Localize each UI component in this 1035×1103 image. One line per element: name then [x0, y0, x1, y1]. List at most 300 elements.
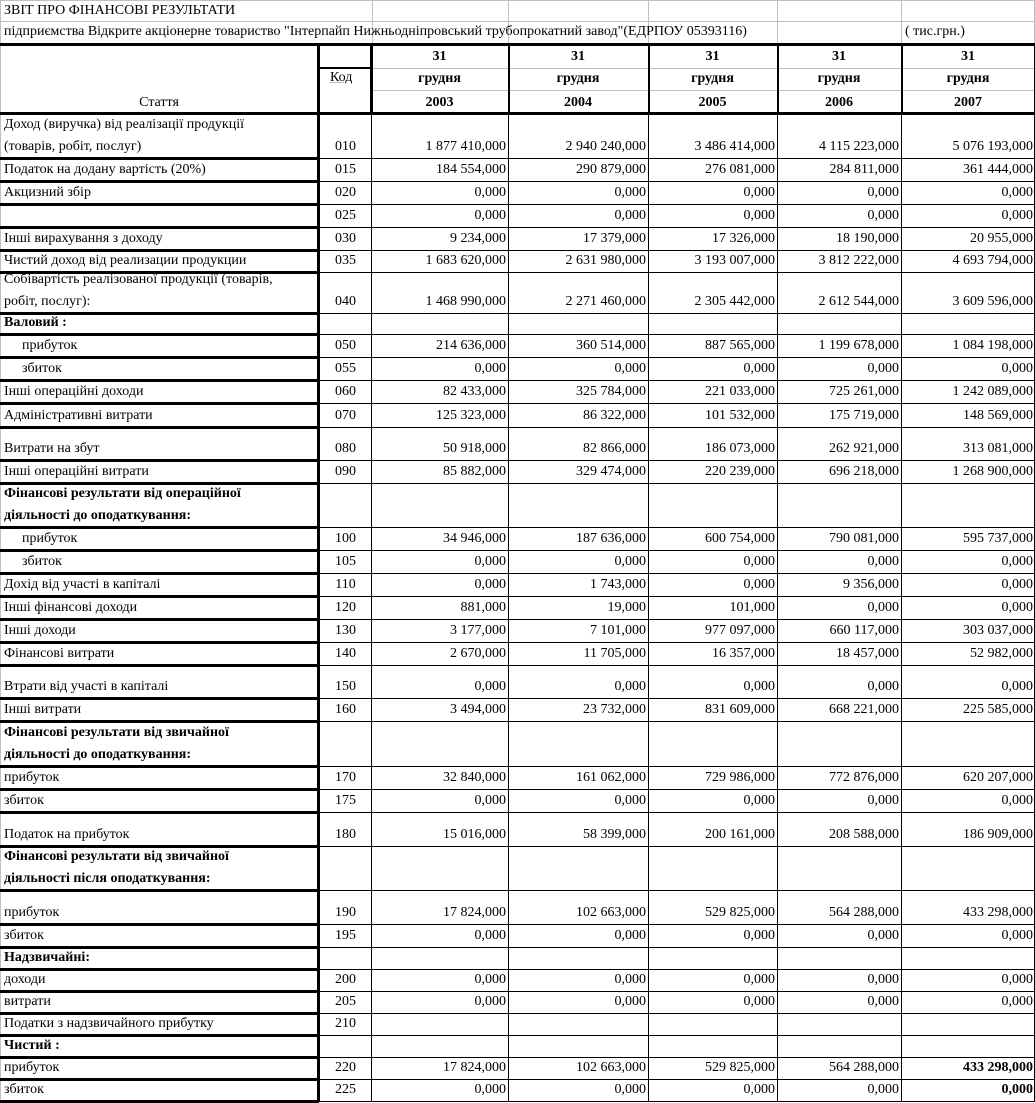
row-value	[648, 868, 777, 890]
row-value: 0,000	[743, 208, 775, 223]
row-label: збиток	[22, 361, 62, 376]
row-code: 040	[335, 294, 356, 309]
row-value	[508, 947, 648, 969]
row-label-line2: (товарів, робіт, послуг)	[4, 139, 142, 154]
row-border	[319, 890, 1035, 891]
row-value: 0,000	[743, 679, 775, 694]
row-value: 32 840,000	[443, 770, 506, 785]
row-code: 050	[335, 338, 356, 353]
row-value: 9 234,000	[450, 231, 506, 246]
header-year: 2003	[425, 95, 454, 110]
header-day: 31	[705, 49, 720, 64]
row-value: 564 288,000	[829, 1060, 899, 1075]
row-label: Податок на прибуток	[4, 827, 130, 842]
row-value	[371, 744, 508, 766]
row-border-label	[0, 811, 319, 814]
row-code: 175	[335, 793, 356, 808]
row-value: 0,000	[1001, 1082, 1033, 1097]
row-label: Інші доходи	[4, 623, 76, 638]
row-value	[901, 1013, 1035, 1035]
row-value: 5 076 193,000	[952, 139, 1033, 154]
row-value: 52 982,000	[970, 646, 1033, 661]
row-border	[319, 812, 1035, 813]
row-label: Дохід від участі в капіталі	[4, 577, 161, 592]
header-code: Код	[330, 70, 353, 85]
row-code: 100	[335, 531, 356, 546]
row-label: Собівартість реалізованої продукції (товарів,	[4, 272, 273, 287]
row-value: 34 946,000	[443, 531, 506, 546]
row-code: 150	[335, 679, 356, 694]
row-value: 725 261,000	[829, 384, 899, 399]
header-day: 31	[571, 49, 585, 64]
row-value: 361 444,000	[963, 162, 1033, 177]
row-value: 161 062,000	[576, 770, 646, 785]
row-value: 0,000	[867, 994, 899, 1009]
row-value	[648, 947, 777, 969]
row-value: 2 670,000	[450, 646, 506, 661]
row-value: 0,000	[474, 1082, 506, 1097]
row-value: 2 305 442,000	[694, 294, 775, 309]
row-value: 184 554,000	[436, 162, 506, 177]
row-value	[901, 868, 1035, 890]
row-code: 120	[335, 600, 356, 615]
row-value	[777, 947, 901, 969]
row-value: 0,000	[867, 679, 899, 694]
row-value	[508, 312, 648, 334]
row-code: 060	[335, 384, 356, 399]
row-value: 58 399,000	[583, 827, 646, 842]
row-value: 1 268 900,000	[952, 464, 1033, 479]
row-value: 0,000	[1001, 994, 1033, 1009]
row-value: 50 918,000	[443, 441, 506, 456]
row-value: 0,000	[474, 793, 506, 808]
row-value: 0,000	[867, 208, 899, 223]
row-value: 0,000	[867, 554, 899, 569]
header-top-border	[0, 43, 1035, 46]
row-value: 1 199 678,000	[818, 338, 899, 353]
row-value	[777, 744, 901, 766]
row-code: 020	[335, 185, 356, 200]
row-value: 0,000	[867, 928, 899, 943]
row-value: 0,000	[474, 208, 506, 223]
row-value: 20 955,000	[970, 231, 1033, 246]
row-value: 17 824,000	[443, 1060, 506, 1075]
row-value: 0,000	[1001, 208, 1033, 223]
row-value: 0,000	[614, 554, 646, 569]
row-label: Фінансові результати від звичайної	[4, 849, 229, 864]
row-label: Чистий :	[4, 1038, 60, 1053]
row-value: 0,000	[614, 1082, 646, 1097]
row-value: 125 323,000	[436, 408, 506, 423]
row-value: 0,000	[474, 577, 506, 592]
row-border	[319, 272, 1035, 273]
row-value: 660 117,000	[829, 623, 899, 638]
header-year: 2004	[564, 95, 592, 110]
row-value: 696 218,000	[829, 464, 899, 479]
row-value: 3 177,000	[450, 623, 506, 638]
row-value	[371, 1035, 508, 1057]
row-value: 19,000	[607, 600, 646, 615]
header-month: грудня	[418, 71, 461, 86]
header-month: грудня	[946, 71, 990, 86]
row-value: 0,000	[474, 361, 506, 376]
row-border	[319, 427, 1035, 428]
row-border	[319, 665, 1035, 666]
row-value: 360 514,000	[576, 338, 646, 353]
row-value: 9 356,000	[843, 577, 899, 592]
header-month: грудня	[691, 71, 734, 86]
row-label: збиток	[4, 1082, 44, 1097]
row-code: 010	[335, 139, 356, 154]
row-code: 070	[335, 408, 356, 423]
row-value: 0,000	[1001, 679, 1033, 694]
row-label: Валовий :	[4, 315, 67, 330]
row-label: Втрати від участі в капіталі	[4, 679, 169, 694]
row-label: прибуток	[4, 905, 60, 920]
row-value: 7 101,000	[590, 623, 646, 638]
row-value: 0,000	[743, 972, 775, 987]
header-col-divider	[777, 43, 779, 114]
row-value: 3 193 007,000	[694, 253, 775, 268]
row-value	[648, 1013, 777, 1035]
row-value: 18 190,000	[836, 231, 899, 246]
row-value: 17 326,000	[712, 231, 775, 246]
row-code	[320, 505, 371, 527]
row-border-label	[0, 889, 319, 892]
row-code: 180	[335, 827, 356, 842]
row-code: 220	[335, 1060, 356, 1075]
row-value: 831 609,000	[705, 702, 775, 717]
row-value: 0,000	[743, 554, 775, 569]
row-value	[777, 312, 901, 334]
row-value: 276 081,000	[705, 162, 775, 177]
row-label: збиток	[4, 928, 44, 943]
row-value	[901, 947, 1035, 969]
row-value	[508, 868, 648, 890]
row-value: 186 909,000	[963, 827, 1033, 842]
row-value: 0,000	[1001, 361, 1033, 376]
row-value: 1 743,000	[590, 577, 646, 592]
row-label: Інші витрати	[4, 702, 82, 717]
row-label: прибуток	[22, 531, 78, 546]
row-value: 225 585,000	[963, 702, 1033, 717]
code-cell-divider	[318, 67, 372, 69]
row-label: Витрати на збут	[4, 441, 100, 456]
row-value: 2 940 240,000	[565, 139, 646, 154]
row-value: 15 016,000	[443, 827, 506, 842]
row-value: 0,000	[743, 928, 775, 943]
row-value: 101,000	[729, 600, 775, 615]
row-value: 600 754,000	[705, 531, 775, 546]
row-value: 529 825,000	[705, 905, 775, 920]
row-value	[371, 1013, 508, 1035]
row-value: 0,000	[743, 577, 775, 592]
row-code: 090	[335, 464, 356, 479]
row-value: 0,000	[743, 1082, 775, 1097]
row-code: 035	[335, 253, 356, 268]
row-value: 0,000	[474, 972, 506, 987]
row-label: прибуток	[22, 338, 78, 353]
row-value: 17 379,000	[583, 231, 646, 246]
units-label: ( тис.грн.)	[905, 24, 965, 39]
row-label: Інші операційні витрати	[4, 464, 149, 479]
row-value: 0,000	[1001, 577, 1033, 592]
row-code: 200	[335, 972, 356, 987]
row-label: Інші вирахування з доходу	[4, 231, 163, 246]
row-value	[508, 1035, 648, 1057]
row-value: 433 298,000	[963, 905, 1033, 920]
row-value: 85 882,000	[443, 464, 506, 479]
header-day: 31	[832, 49, 846, 64]
row-value: 433 298,000	[963, 1060, 1033, 1075]
row-code: 195	[335, 928, 356, 943]
row-border	[319, 846, 1035, 847]
row-value: 668 221,000	[829, 702, 899, 717]
row-code: 130	[335, 623, 356, 638]
row-value: 262 921,000	[829, 441, 899, 456]
row-value: 0,000	[743, 793, 775, 808]
row-value: 0,000	[743, 994, 775, 1009]
row-code	[320, 868, 371, 890]
row-code: 110	[335, 577, 356, 592]
row-label: збиток	[4, 793, 44, 808]
row-value: 23 732,000	[583, 702, 646, 717]
row-value: 0,000	[867, 972, 899, 987]
row-value: 0,000	[867, 1082, 899, 1097]
row-value: 1 084 198,000	[952, 338, 1033, 353]
report-title: ЗВІТ ПРО ФІНАНСОВІ РЕЗУЛЬТАТИ	[4, 3, 236, 18]
header-article: Стаття	[139, 95, 179, 110]
row-label: Чистий доход від реализации продукции	[4, 253, 247, 268]
row-label: Надзвичайні:	[4, 950, 90, 965]
row-label: Адміністративні витрати	[4, 408, 153, 423]
row-label: Фінансові результати від операційної	[4, 486, 241, 501]
row-value: 3 486 414,000	[694, 139, 775, 154]
row-label-line2: діяльності після оподаткування:	[4, 871, 211, 886]
row-value: 0,000	[743, 185, 775, 200]
row-value: 0,000	[614, 361, 646, 376]
row-value: 0,000	[614, 793, 646, 808]
row-label: Податки з надзвичайного прибутку	[4, 1016, 214, 1031]
row-code: 225	[335, 1082, 356, 1097]
row-value	[901, 505, 1035, 527]
header-col-divider	[508, 43, 510, 114]
row-label: прибуток	[4, 770, 60, 785]
row-value: 0,000	[1001, 185, 1033, 200]
row-code	[320, 947, 371, 969]
row-code	[320, 312, 371, 334]
row-value: 1 683 620,000	[425, 253, 506, 268]
row-code: 025	[335, 208, 356, 223]
row-border	[319, 403, 1035, 404]
row-value	[901, 1035, 1035, 1057]
row-label-line2: діяльності до оподаткування:	[4, 747, 191, 762]
row-value	[648, 505, 777, 527]
row-value: 0,000	[614, 994, 646, 1009]
row-value: 18 457,000	[836, 646, 899, 661]
row-value: 0,000	[867, 793, 899, 808]
row-value: 16 357,000	[712, 646, 775, 661]
row-value: 313 081,000	[963, 441, 1033, 456]
row-label: доходи	[4, 972, 46, 987]
row-label: прибуток	[4, 1060, 60, 1075]
row-value: 790 081,000	[829, 531, 899, 546]
row-border-label	[0, 426, 319, 429]
row-value: 595 737,000	[963, 531, 1033, 546]
row-value: 620 207,000	[963, 770, 1033, 785]
header-col-divider	[901, 43, 903, 114]
row-code	[320, 1035, 371, 1057]
row-value: 0,000	[1001, 793, 1033, 808]
row-value: 4 693 794,000	[952, 253, 1033, 268]
row-value: 1 468 990,000	[425, 294, 506, 309]
row-value: 0,000	[867, 600, 899, 615]
row-code: 055	[335, 361, 356, 376]
row-value: 200 161,000	[705, 827, 775, 842]
row-value	[777, 1013, 901, 1035]
row-code: 030	[335, 231, 356, 246]
row-value: 284 811,000	[829, 162, 899, 177]
row-value	[371, 947, 508, 969]
row-value: 186 073,000	[705, 441, 775, 456]
row-border-label	[0, 664, 319, 667]
row-value	[371, 868, 508, 890]
row-value	[648, 744, 777, 766]
row-code: 205	[335, 994, 356, 1009]
row-value	[508, 505, 648, 527]
row-value	[777, 868, 901, 890]
header-month: грудня	[556, 71, 600, 86]
row-value: 0,000	[1001, 972, 1033, 987]
row-value: 220 239,000	[705, 464, 775, 479]
row-value	[371, 312, 508, 334]
row-value: 0,000	[474, 928, 506, 943]
row-value: 0,000	[1001, 928, 1033, 943]
row-value: 1 877 410,000	[425, 139, 506, 154]
row-value: 887 565,000	[705, 338, 775, 353]
row-label: витрати	[4, 994, 51, 1009]
row-value: 0,000	[1001, 554, 1033, 569]
row-value	[648, 1035, 777, 1057]
row-code: 105	[335, 554, 356, 569]
row-value	[648, 312, 777, 334]
row-value	[777, 505, 901, 527]
header-year: 2007	[954, 95, 982, 110]
row-value: 82 433,000	[443, 384, 506, 399]
row-value	[901, 312, 1035, 334]
row-border	[319, 721, 1035, 722]
row-label: Акцизний збір	[4, 185, 91, 200]
row-value	[508, 744, 648, 766]
row-value: 290 879,000	[576, 162, 646, 177]
row-code: 190	[335, 905, 356, 920]
row-value: 2 631 980,000	[565, 253, 646, 268]
row-value: 0,000	[867, 185, 899, 200]
header-col-divider	[648, 43, 650, 114]
row-value: 977 097,000	[705, 623, 775, 638]
row-label: Фінансові витрати	[4, 646, 115, 661]
row-value: 0,000	[1001, 600, 1033, 615]
header-year: 2006	[825, 95, 853, 110]
header-day: 31	[432, 49, 447, 64]
row-value: 221 033,000	[705, 384, 775, 399]
header-day: 31	[961, 49, 975, 64]
row-value: 0,000	[614, 208, 646, 223]
row-value: 881,000	[460, 600, 506, 615]
row-value: 729 986,000	[705, 770, 775, 785]
row-value: 0,000	[474, 554, 506, 569]
row-code: 080	[335, 441, 356, 456]
row-value: 208 588,000	[829, 827, 899, 842]
row-value	[371, 505, 508, 527]
row-value: 325 784,000	[576, 384, 646, 399]
row-value: 529 825,000	[705, 1060, 775, 1075]
row-label-line2: діяльності до оподаткування:	[4, 508, 191, 523]
row-value: 0,000	[474, 679, 506, 694]
row-value: 175 719,000	[829, 408, 899, 423]
header-year: 2005	[698, 95, 727, 110]
row-label: Доход (виручка) від реалізації продукції	[4, 117, 244, 132]
row-value: 772 876,000	[829, 770, 899, 785]
row-code	[320, 744, 371, 766]
code-value-divider	[370, 43, 373, 114]
row-value: 3 812 222,000	[818, 253, 899, 268]
row-value: 11 705,000	[583, 646, 646, 661]
row-value: 86 322,000	[583, 408, 646, 423]
row-value: 0,000	[474, 994, 506, 1009]
row-code: 140	[335, 646, 356, 661]
row-code: 160	[335, 702, 356, 717]
row-label-line2: робіт, послуг):	[4, 294, 91, 309]
row-value: 17 824,000	[443, 905, 506, 920]
row-label: Інші фінансові доходи	[4, 600, 138, 615]
row-value: 0,000	[614, 679, 646, 694]
report-subtitle: підприємства Відкрите акціонерне товариство "Інтерпайп Нижньодніпровський трубопрокатний завод"(ЕДРПОУ 05393116)	[4, 24, 747, 39]
row-label: збиток	[22, 554, 62, 569]
row-value	[508, 1013, 648, 1035]
row-value: 0,000	[474, 185, 506, 200]
row-value: 187 636,000	[576, 531, 646, 546]
row-label: Податок на додану вартість (20%)	[4, 162, 206, 177]
row-value	[901, 744, 1035, 766]
row-value: 0,000	[614, 185, 646, 200]
row-value: 1 242 089,000	[952, 384, 1033, 399]
header-month: грудня	[817, 71, 861, 86]
row-value: 82 866,000	[583, 441, 646, 456]
row-value: 0,000	[743, 361, 775, 376]
row-value: 3 609 596,000	[952, 294, 1033, 309]
row-value: 2 271 460,000	[565, 294, 646, 309]
row-value: 0,000	[867, 361, 899, 376]
row-value: 564 288,000	[829, 905, 899, 920]
row-code: 210	[335, 1016, 356, 1031]
row-value: 3 494,000	[450, 702, 506, 717]
row-value	[777, 1035, 901, 1057]
row-value: 102 663,000	[576, 1060, 646, 1075]
row-label: Інші операційні доходи	[4, 384, 144, 399]
row-code: 170	[335, 770, 356, 785]
row-value: 102 663,000	[576, 905, 646, 920]
row-label	[0, 205, 318, 227]
row-value: 329 474,000	[576, 464, 646, 479]
row-label: Фінансові результати від звичайної	[4, 725, 229, 740]
row-value: 303 037,000	[963, 623, 1033, 638]
row-value: 148 569,000	[963, 408, 1033, 423]
row-border	[319, 483, 1035, 484]
row-value: 0,000	[614, 972, 646, 987]
row-value: 0,000	[614, 928, 646, 943]
row-value: 2 612 544,000	[818, 294, 899, 309]
